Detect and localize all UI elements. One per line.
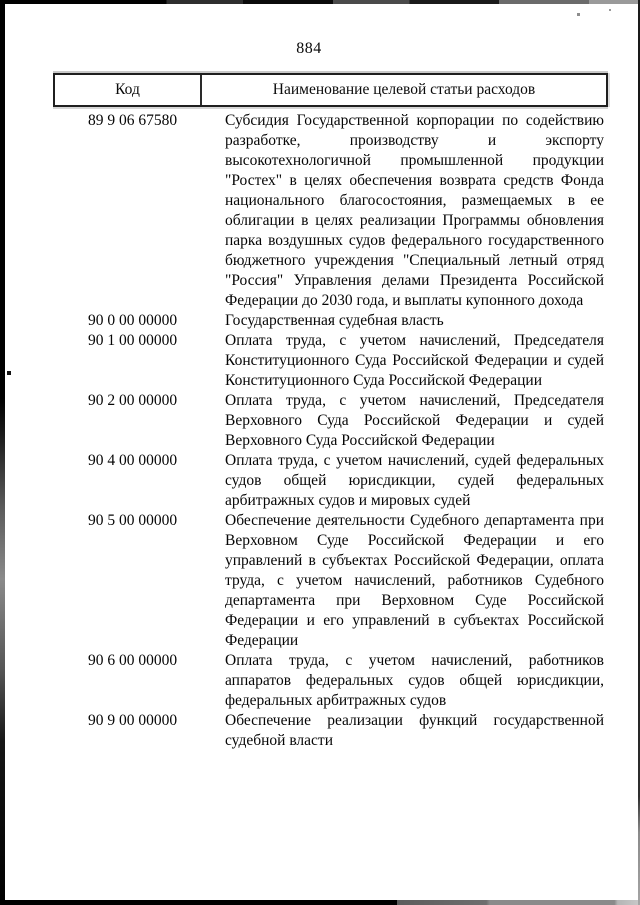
scan-speck [609, 9, 611, 11]
table-row [88, 391, 604, 451]
page-number: 884 [296, 40, 322, 57]
row-code: 90 4 00 00000 [88, 452, 178, 469]
row-code: 90 0 00 00000 [88, 312, 178, 329]
table-header [53, 73, 608, 107]
scan-edge-top [0, 0, 640, 4]
row-name: Обеспечение реализации функций государственной судебной власти [225, 712, 604, 749]
row-code: 90 1 00 00000 [88, 332, 178, 349]
table-row [88, 511, 604, 651]
table-row [88, 311, 604, 331]
scan-edge-bottom [0, 900, 640, 905]
table-header-code: Код [55, 75, 202, 105]
table-header-name: Наименование целевой статьи расходов [272, 81, 536, 98]
table-row [88, 651, 604, 711]
table-row [88, 451, 604, 511]
row-code: 90 5 00 00000 [88, 512, 178, 529]
scan-speck [577, 13, 580, 16]
row-code: 90 6 00 00000 [88, 652, 178, 669]
row-name: Оплата труда, с учетом начислений, Председателя Конституционного Суда Российской Федерации и судей Конституционного Суда Российской Федерации [225, 332, 604, 389]
row-name: Государственная судебная власть [225, 312, 444, 329]
row-name: Субсидия Государственной корпорации по содействию разработке, производству и экспорту высокотехнологичной промышленной продукции "Ростех" в целях обеспечения возврата средств Фонда национального благосостояния, размещаемых в ее облигации в целях реализации Программы обновления парка воздушных судов федерального государственного бюджетного учреждения "Специальный летный отряд "Россия" Управления делами Президента Российской Федерации до 2030 года, и выплаты купонного дохода [225, 112, 604, 309]
row-name: Оплата труда, с учетом начислений, судей федеральных судов общей юрисдикции, судей федеральных арбитражных судов и мировых судей [225, 452, 604, 509]
row-name: Оплата труда, с учетом начислений, работников аппаратов федеральных судов общей юрисдикции, федеральных арбитражных судов [225, 652, 604, 709]
scan-speck [7, 371, 11, 375]
table-row [88, 711, 604, 751]
row-code: 89 9 06 67580 [88, 112, 178, 129]
row-name: Обеспечение деятельности Судебного департамента при Верховном Суде Российской Федерации и его управлений в субъектах Российской Федерации, оплата труда, с учетом начислений, работников Судебного департамента при Верховном Суде Российской Федерации и его управлений в субъектах Российской Федерации [225, 512, 604, 649]
scan-edge-left [0, 0, 5, 905]
table-row [88, 331, 604, 391]
table-row [88, 111, 604, 311]
table-body [88, 111, 604, 751]
row-code: 90 9 00 00000 [88, 712, 178, 729]
row-code: 90 2 00 00000 [88, 392, 178, 409]
row-name: Оплата труда, с учетом начислений, Председателя Верховного Суда Российской Федерации и судей Верховного Суда Российской Федерации [225, 392, 604, 449]
